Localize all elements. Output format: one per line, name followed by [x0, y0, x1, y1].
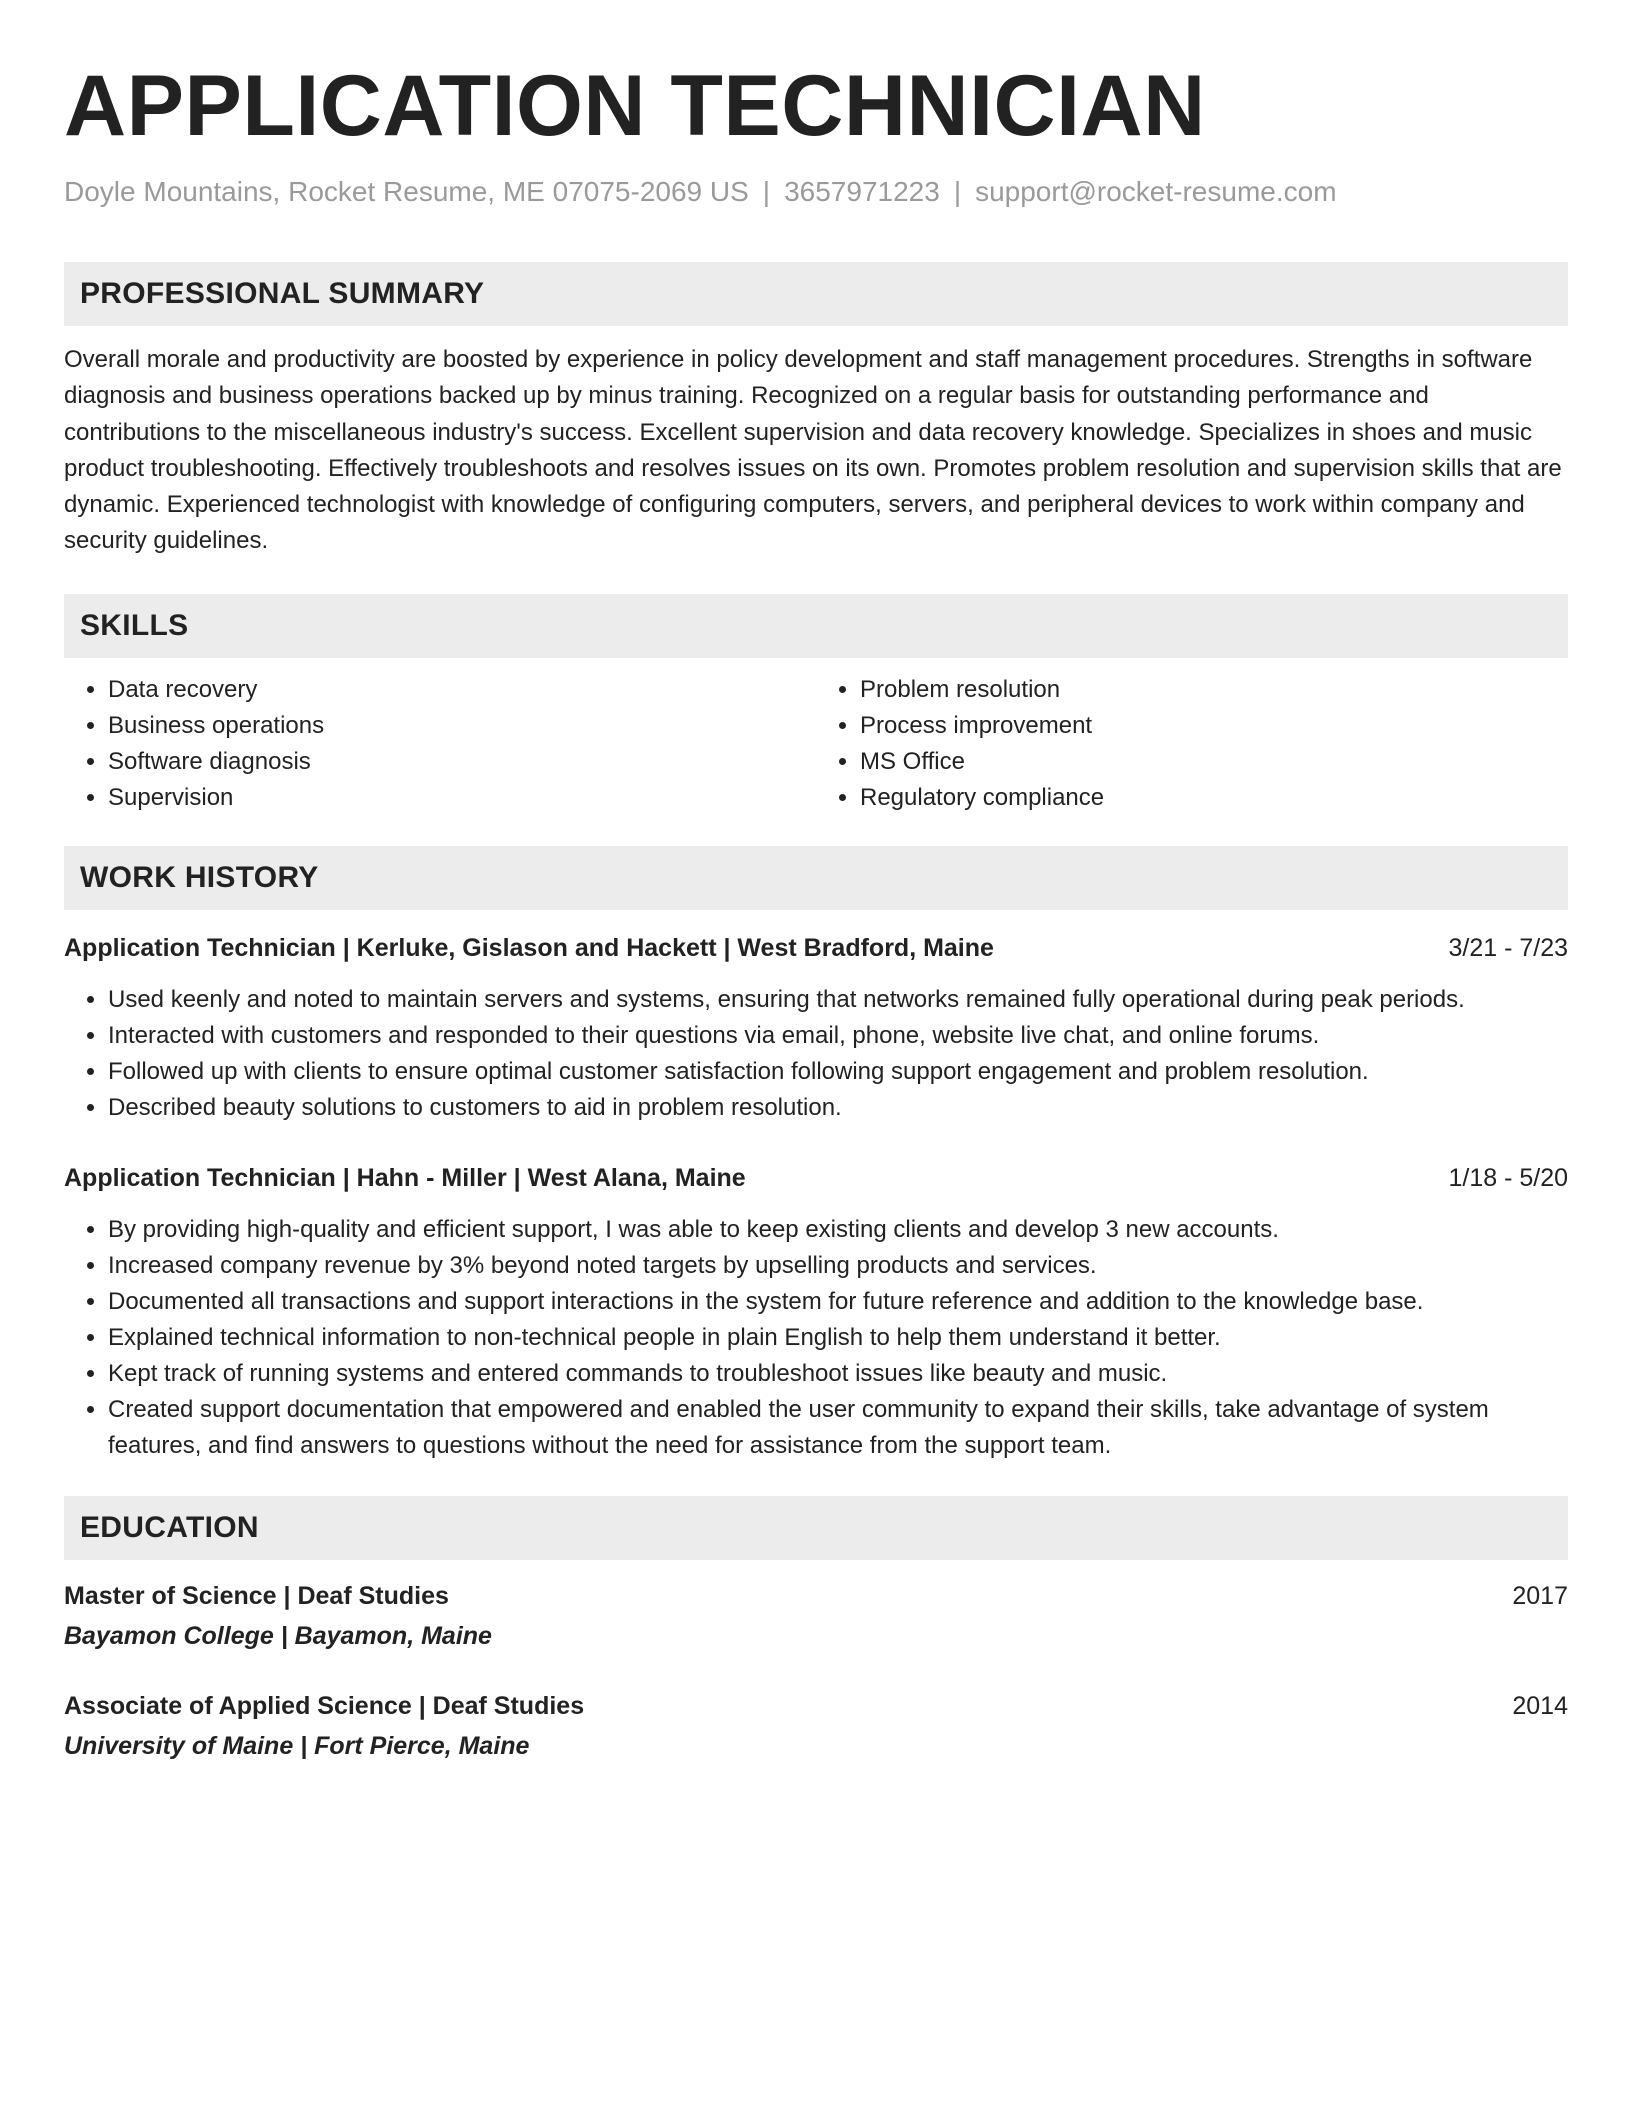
contact-separator: | — [762, 176, 771, 207]
skill-item: • Supervision — [108, 780, 816, 816]
school-name: Bayamon College | Bayamon, Maine — [64, 1621, 492, 1650]
skill-item: • Problem resolution — [860, 672, 1568, 708]
job-bullet: • Followed up with clients to ensure optimal customer satisfaction following support engagement and problem resolution. — [108, 1054, 1568, 1090]
job-bullets — [64, 982, 1568, 1126]
job-dates: 1/18 - 5/20 — [1448, 1163, 1568, 1192]
skill-item: • Data recovery — [108, 672, 816, 708]
job-bullet: • Kept track of running systems and entered commands to troubleshoot issues like beauty and music. — [108, 1356, 1568, 1392]
summary-text: Overall morale and productivity are boosted by experience in policy development and staff management procedures. Strengths in software diagnosis and business operations backed up by minus training. Recognized on a regular basis for outstanding performance and contributions to the miscellaneous industry's success. Excellent supervision and data recovery knowledge. Specializes in shoes and music product troubleshooting. Effectively troubleshoots and resolves issues on its own. Promotes problem resolution and supervision skills that are dynamic. Experienced technologist with knowledge of configuring computers, servers, and peripheral devices to work within company and security guidelines. — [64, 346, 1562, 555]
graduation-year: 2014 — [1512, 1691, 1568, 1720]
skills-column-right — [816, 672, 1568, 816]
job-bullet: • Increased company revenue by 3% beyond noted targets by upselling products and services. — [108, 1248, 1568, 1284]
job-bullet: • Explained technical information to non-technical people in plain English to help them understand it better. — [108, 1320, 1568, 1356]
contact-separator: | — [953, 176, 962, 207]
education-entry — [64, 1578, 1568, 1654]
job-bullet: • By providing high-quality and efficient support, I was able to keep existing clients and develop 3 new accounts. — [108, 1212, 1568, 1248]
contact-address: Doyle Mountains, Rocket Resume, ME 07075-2069 US — [64, 176, 749, 207]
contact-line — [64, 174, 1568, 210]
contact-phone: 3657971223 — [784, 176, 940, 207]
skills-grid — [64, 672, 1568, 816]
education-entry — [64, 1688, 1568, 1764]
degree-title: Associate of Applied Science | Deaf Studies — [64, 1691, 585, 1720]
job-bullet: • Used keenly and noted to maintain servers and systems, ensuring that networks remained fully operational during peak periods. — [108, 982, 1568, 1018]
degree-title: Master of Science | Deaf Studies — [64, 1581, 449, 1610]
job-entry — [64, 930, 1568, 1126]
graduation-year: 2017 — [1512, 1581, 1568, 1610]
skills-column-left — [64, 672, 816, 816]
job-title: Application Technician | Kerluke, Gislason and Hackett | West Bradford, Maine — [64, 933, 994, 962]
section-heading: SKILLS — [64, 594, 1568, 658]
skill-item: • Process improvement — [860, 708, 1568, 744]
job-header — [64, 1160, 1568, 1196]
section-work-history — [64, 846, 1568, 1464]
job-bullets — [64, 1212, 1568, 1464]
job-bullet: • Documented all transactions and support interactions in the system for future reference and addition to the knowledge base. — [108, 1284, 1568, 1320]
section-professional-summary — [64, 262, 1568, 560]
education-header — [64, 1578, 1568, 1614]
job-title: Application Technician | Hahn - Miller | West Alana, Maine — [64, 1163, 746, 1192]
school-name: University of Maine | Fort Pierce, Maine — [64, 1731, 530, 1760]
section-heading: EDUCATION — [64, 1496, 1568, 1560]
section-skills — [64, 594, 1568, 816]
job-bullet: • Described beauty solutions to customers to aid in problem resolution. — [108, 1090, 1568, 1126]
skill-item: • MS Office — [860, 744, 1568, 780]
job-dates: 3/21 - 7/23 — [1448, 933, 1568, 962]
job-header — [64, 930, 1568, 966]
skill-item: • Software diagnosis — [108, 744, 816, 780]
resume-title: APPLICATION TECHNICIAN — [64, 58, 1206, 154]
contact-email: support@rocket-resume.com — [975, 176, 1337, 207]
section-education — [64, 1496, 1568, 1764]
job-bullet: • Interacted with customers and responded to their questions via email, phone, website live chat, and online forums. — [108, 1018, 1568, 1054]
skill-item: • Regulatory compliance — [860, 780, 1568, 816]
section-heading: WORK HISTORY — [64, 846, 1568, 910]
job-entry — [64, 1160, 1568, 1464]
section-heading: PROFESSIONAL SUMMARY — [64, 262, 1568, 326]
skill-item: • Business operations — [108, 708, 816, 744]
education-header — [64, 1688, 1568, 1724]
job-bullet: • Created support documentation that empowered and enabled the user community to expand their skills, take advantage of system features, and find answers to questions without the need for assistance from the support team. — [108, 1392, 1568, 1464]
